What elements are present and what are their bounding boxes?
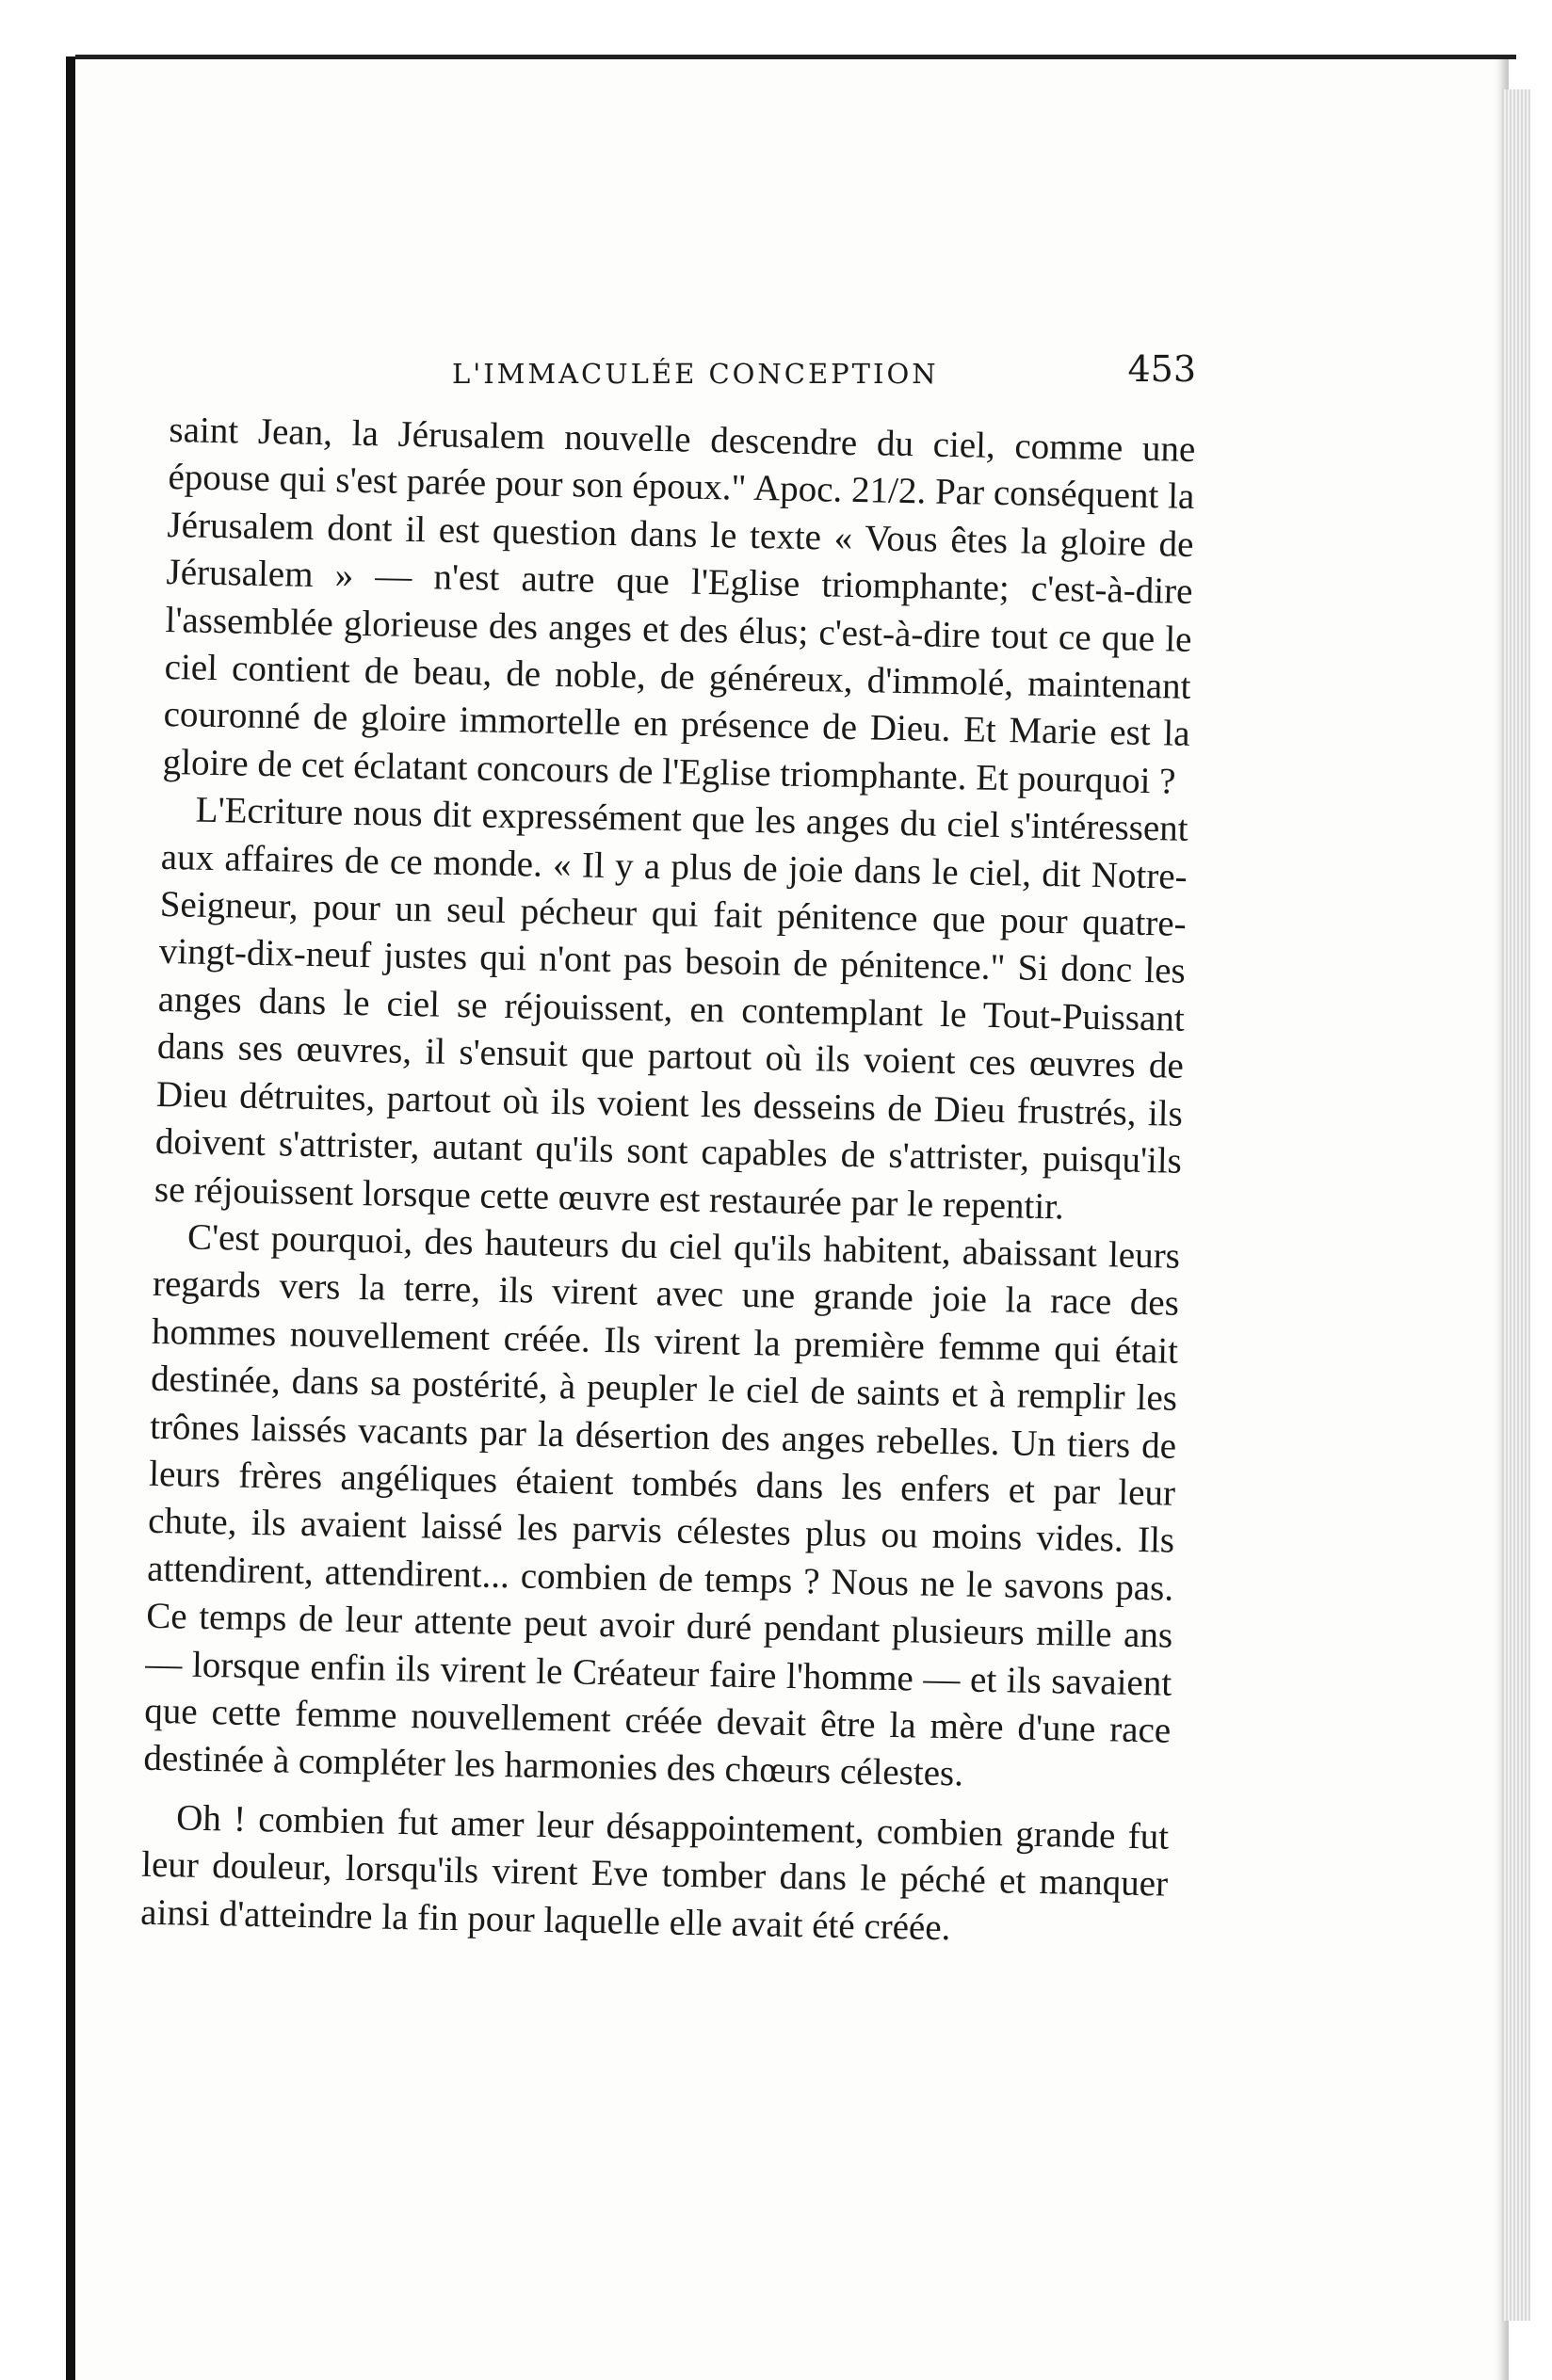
page-stack-edge	[1502, 89, 1530, 2321]
paragraph-3: C'est pourquoi, des hauteurs du ciel qu'ils habitent, abaissant leurs regards vers la terre, ils virent avec une grande joie la race des hommes nouvellement créée. Ils virent la première femme qui était destinée, dans sa postérité, à peupler le ciel de saints et à remplir les trônes laissés vacants par la désertion des anges rebelles. Un tiers de leurs frères angéliques étaient tombés dans les enfers et par leur chute, ils avaient laissé les parvis célestes plus ou moins vides. Ils attendirent, attendirent... combien de temps ? Nous ne le savons pas. Ce temps de leur attente peut avoir duré pendant plusieurs mille ans — lorsque enfin ils virent le Créateur faire l'homme — et ils savaient que cette femme nouvellement créée devait être la mère d'une race destinée à compléter les harmonies des chœurs célestes.	[143, 1216, 1181, 1794]
paragraph-1: saint Jean, la Jérusalem nouvelle descendre du ciel, comme une épouse qui s'est parée pour son époux." Apoc. 21/2. Par conséquent la Jérusalem dont il est question dans le texte « Vous êtes la gloire de Jérusalem » — n'est autre que l'Eglise triomphante; c'est-à-dire l'assemblée glorieuse des anges et des élus; c'est-à-dire tout ce que le ciel contient de beau, de noble, de généreux, d'immolé, maintenant couronné de gloire immortelle en présence de Dieu. Et Marie est la gloire de cet éclatant concours de l'Eglise triomphante. Et pourquoi ?	[162, 409, 1196, 802]
running-header	[188, 346, 1196, 403]
body-text	[140, 407, 1196, 1956]
page-number: 453	[1127, 348, 1196, 390]
paragraph-4: Oh ! combien fut amer leur désappointement, combien grande fut leur douleur, lorsqu'ils virent Eve tomber dans le péché et manquer ainsi d'atteindre la fin pour laquelle elle avait été créée.	[139, 1797, 1170, 1948]
paragraph-2: L'Ecriture nous dit expressément que les anges du ciel s'intéressent aux affaires de ce monde. « Il y a plus de joie dans le ciel, dit Notre-Seigneur, pour un seul pécheur qui fait pénitence que pour quatre-vingt-dix-neuf justes qui n'ont pas besoin de pénitence." Si donc les anges dans le ciel se réjouissent, en contemplant le Tout-Puissant dans ses œuvres, il s'ensuit que partout où ils voient ces œuvres de Dieu détruites, partout où ils voient les desseins de Dieu frustrés, ils doivent s'attrister, autant qu'ils sont capables de s'attrister, puisqu'ils se réjouissent lorsque cette œuvre est restaurée par le repentir.	[154, 789, 1189, 1227]
running-title: L'IMMACULÉE CONCEPTION	[452, 358, 939, 390]
scan-border-left	[66, 56, 75, 2380]
